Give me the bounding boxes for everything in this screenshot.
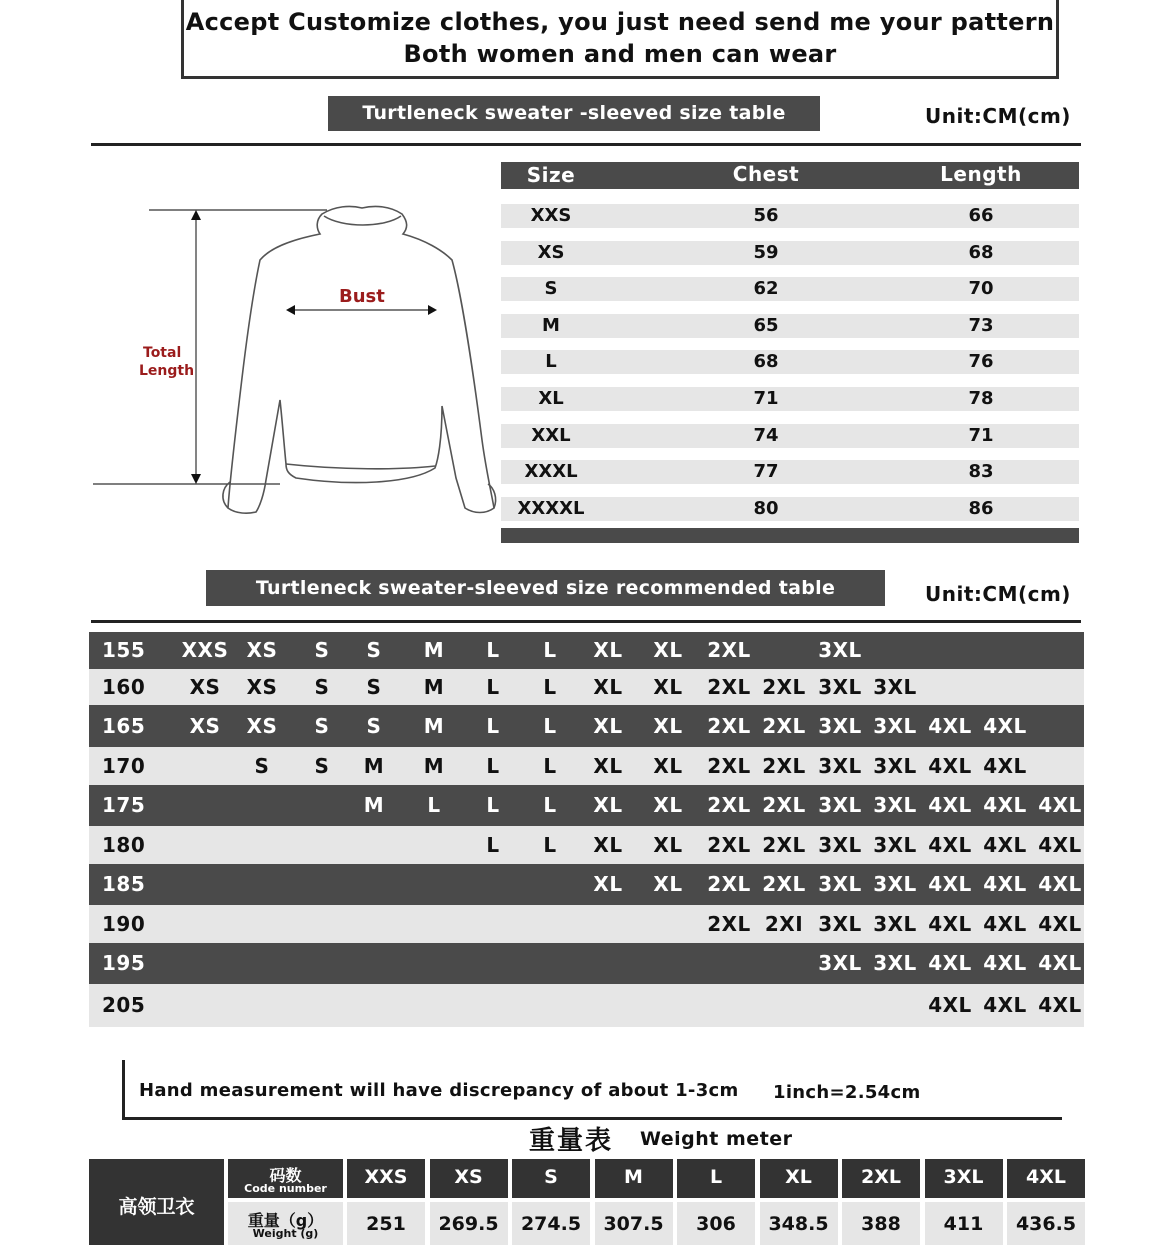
weight-value-cell [677,1202,755,1245]
size-cell: L [427,793,441,817]
weight-title-en: Weight meter [640,1128,793,1150]
weight-size-header [595,1159,673,1198]
header-line-2: Both women and men can wear [403,40,837,68]
size-cell: XL [593,714,623,738]
size-cell: 3XL [873,833,917,857]
header-line-1: Accept Customize clothes, you just need send me your pattern [185,8,1055,36]
size-cell: 4XL [928,872,972,896]
weight-table [89,1159,1084,1245]
weight-size-label: XL [785,1166,812,1188]
weight-value-cell [925,1202,1003,1245]
size-cell: XS [246,714,278,738]
size-table-row [501,424,1079,448]
height-cell: 160 [102,675,146,699]
bust-label: Bust [339,286,385,307]
height-cell: 155 [102,638,146,662]
size-cell: XXXXL [517,497,585,519]
size-cell: 4XL [928,714,972,738]
product-name-cell [89,1159,224,1245]
size-cell: 3XL [818,675,862,699]
size-table-row [501,460,1079,484]
size-cell: XL [593,833,623,857]
weight-value: 306 [696,1213,736,1235]
size-cell: 4XL [1038,951,1082,975]
total-length-label-1: Total [143,345,182,361]
weight-en: Weight (g) [252,1227,319,1240]
size-cell: XL [653,638,683,662]
size-table-header [501,162,1079,189]
header-banner [181,0,1059,79]
size-cell: XL [653,872,683,896]
divider [91,143,1081,146]
size-table-title: Turtleneck sweater -sleeved size table [328,96,820,131]
size-cell: S [314,754,330,778]
size-cell: 3XL [818,951,862,975]
recommend-row [89,905,1084,943]
size-cell: XXL [531,424,571,446]
size-cell: 4XL [928,912,972,936]
weight-value: 388 [861,1213,901,1235]
recommend-row [89,747,1084,785]
sweater-outline-icon [223,206,496,513]
chest-cell: 77 [753,461,779,483]
weight-size-label: 3XL [943,1166,984,1188]
size-cell: 4XL [983,993,1027,1017]
size-cell: 4XL [983,754,1027,778]
sweater-diagram [90,148,500,528]
size-cell: XL [538,388,564,409]
size-cell: XL [593,872,623,896]
chest-cell: 80 [753,497,779,519]
size-cell: 4XL [983,951,1027,975]
size-table-footer [501,528,1079,543]
size-cell: 4XL [1038,833,1082,857]
size-cell: 2XL [707,754,751,778]
weight-size-label: L [709,1166,723,1188]
size-cell: 2XL [707,872,751,896]
weight-size-label: 2XL [861,1166,901,1188]
size-cell: 2XL [707,833,751,857]
weight-title-cn: 重量表 [529,1126,614,1156]
weight-value: 411 [943,1213,984,1235]
size-cell: XL [653,793,683,817]
size-cell: 4XL [1038,793,1082,817]
size-cell: 3XL [818,714,862,738]
size-cell: 3XL [873,754,917,778]
weight-size-header [1007,1159,1085,1198]
size-cell: 3XL [818,754,862,778]
size-cell: 4XL [983,793,1027,817]
size-cell: S [314,714,330,738]
chest-cell: 71 [753,388,779,409]
size-cell: XS [189,714,221,738]
size-cell: 2XL [762,714,806,738]
size-cell: 4XL [1038,872,1082,896]
size-table-row [501,204,1079,228]
size-cell: L [486,793,500,817]
length-cell: 70 [968,278,994,300]
size-cell: 4XL [983,872,1027,896]
size-cell: XL [593,638,623,662]
size-cell: S [314,675,330,699]
size-cell: M [423,754,445,778]
size-cell: XS [246,675,278,699]
size-cell: 4XL [1038,993,1082,1017]
size-cell: S [544,278,558,300]
size-cell: S [366,675,382,699]
size-cell: XXS [530,205,572,226]
size-cell: 2XL [762,675,806,699]
length-cell: 86 [968,497,994,519]
weight-value: 274.5 [520,1213,582,1235]
weight-size-header [347,1159,425,1198]
weight-value-cell [842,1202,920,1245]
size-cell: M [423,638,445,662]
size-cell: 2XL [707,912,751,936]
size-cell: XL [653,754,683,778]
size-cell: 2XI [764,912,804,936]
size-cell: L [543,714,557,738]
bust-arrow-right-icon [428,305,437,315]
size-cell: M [363,793,385,817]
height-cell: 170 [102,754,146,778]
recommend-row [89,632,1084,669]
recommend-row [89,705,1084,747]
weight-size-label: S [544,1166,558,1188]
height-cell: 175 [102,793,146,817]
size-cell: L [543,675,557,699]
weight-value: 348.5 [768,1213,829,1235]
weight-header [228,1202,343,1245]
size-cell: 2XL [707,714,751,738]
size-cell: 2XL [762,793,806,817]
weight-size-header [925,1159,1003,1198]
size-cell: L [486,714,500,738]
length-cell: 71 [968,424,994,446]
size-cell: 4XL [983,912,1027,936]
height-cell: 195 [102,951,146,975]
product-name: 高领卫衣 [118,1196,195,1218]
size-cell: 4XL [1038,912,1082,936]
size-cell: L [486,638,500,662]
recommend-row [89,943,1084,984]
recommend-table-unit: Unit:CM(cm) [925,582,1071,606]
weight-value: 307.5 [603,1213,664,1235]
height-cell: 165 [102,714,146,738]
size-cell: XS [246,638,278,662]
size-table-row [501,497,1079,521]
weight-value-cell [760,1202,838,1245]
size-cell: 3XL [818,833,862,857]
size-cell: XL [593,754,623,778]
size-table-row [501,241,1079,265]
weight-size-header [512,1159,590,1198]
length-arrow-up-icon [191,210,201,220]
code-number-cn: 码数 [269,1166,302,1185]
size-table-row [501,277,1079,301]
length-cell: 76 [968,351,994,373]
chest-cell: 65 [753,314,779,336]
length-cell: 78 [968,388,994,409]
weight-size-header [760,1159,838,1198]
size-cell: S [254,754,270,778]
chest-cell: 62 [753,278,779,300]
weight-cn: 重量（g） [247,1211,324,1230]
size-cell: S [366,638,382,662]
weight-value: 269.5 [438,1213,499,1235]
weight-size-header [430,1159,508,1198]
code-number-header [228,1159,343,1198]
size-cell: 3XL [873,714,917,738]
code-number-en: Code number [244,1182,327,1195]
weight-size-label: 4XL [1026,1166,1066,1188]
height-cell: 205 [102,993,146,1017]
size-table-row [501,350,1079,374]
recommend-row [89,826,1084,864]
size-cell: 3XL [873,872,917,896]
size-cell: 3XL [818,638,862,662]
size-cell: XXS [181,638,229,662]
size-cell: M [542,314,560,336]
size-table-row [501,314,1079,338]
size-cell: XL [653,675,683,699]
weight-value-cell [595,1202,673,1245]
size-cell: 4XL [983,714,1027,738]
weight-value-cell [512,1202,590,1245]
measurement-note [122,1060,1062,1120]
length-cell: 66 [968,205,994,226]
size-cell: L [543,793,557,817]
recommend-row [89,984,1084,1027]
weight-size-header [677,1159,755,1198]
size-cell: L [486,833,500,857]
size-cell: XXXL [524,461,578,483]
header-length: Length [940,162,1022,186]
size-cell: L [545,351,557,373]
size-cell: 4XL [928,951,972,975]
size-cell: 4XL [928,754,972,778]
length-cell: 83 [968,461,994,483]
size-cell: M [423,675,445,699]
size-cell: 4XL [928,793,972,817]
weight-value-cell [430,1202,508,1245]
size-cell: 3XL [818,872,862,896]
size-cell: L [543,754,557,778]
weight-size-label: M [624,1166,643,1188]
size-cell: L [486,754,500,778]
chest-cell: 68 [753,351,779,373]
size-cell: XL [593,675,623,699]
size-cell: M [363,754,385,778]
size-cell: S [314,638,330,662]
weight-size-label: XS [454,1166,483,1188]
length-cell: 73 [968,314,994,336]
height-cell: 180 [102,833,146,857]
size-cell: XS [537,241,565,263]
size-cell: 2XL [762,872,806,896]
weight-value: 436.5 [1015,1213,1077,1235]
length-cell: 68 [968,241,994,263]
header-chest: Chest [732,162,800,186]
height-cell: 185 [102,872,146,896]
size-cell: L [486,675,500,699]
divider [91,620,1081,623]
size-cell: 3XL [873,912,917,936]
header-size: Size [526,163,576,187]
size-cell: 2XL [707,793,751,817]
size-cell: 4XL [928,833,972,857]
recommend-table-title: Turtleneck sweater-sleeved size recommended table [206,570,885,606]
size-cell: 2XL [762,833,806,857]
size-table-row [501,387,1079,411]
height-cell: 190 [102,912,146,936]
weight-size-header [842,1159,920,1198]
size-table-unit: Unit:CM(cm) [925,104,1071,128]
size-cell: XL [653,833,683,857]
size-cell: L [543,638,557,662]
size-cell: 3XL [818,912,862,936]
chest-cell: 56 [753,205,779,226]
inch-conversion: 1inch=2.54cm [773,1082,921,1103]
chest-cell: 74 [753,424,779,446]
size-cell: 3XL [873,675,917,699]
size-cell: 3XL [818,793,862,817]
discrepancy-note: Hand measurement will have discrepancy of about 1-3cm [139,1080,739,1101]
weight-value-cell [1007,1202,1085,1245]
size-cell: L [543,833,557,857]
total-length-label-2: Length [139,363,195,379]
size-cell: 3XL [873,951,917,975]
size-cell: 3XL [873,793,917,817]
recommend-table [89,632,1084,1027]
weight-value-cell [347,1202,425,1245]
recommend-row [89,785,1084,826]
size-cell: 2XL [762,754,806,778]
size-cell: 2XL [707,675,751,699]
size-cell: XS [189,675,221,699]
recommend-row [89,669,1084,705]
weight-value: 251 [366,1213,406,1235]
size-cell: S [366,714,382,738]
length-arrow-down-icon [191,474,201,484]
size-cell: 4XL [983,833,1027,857]
size-cell: 2XL [707,638,751,662]
recommend-row [89,864,1084,905]
size-cell: XL [653,714,683,738]
bust-arrow-left-icon [286,305,295,315]
size-cell: M [423,714,445,738]
size-cell: 4XL [928,993,972,1017]
weight-size-label: XXS [364,1166,408,1188]
size-cell: XL [593,793,623,817]
chest-cell: 59 [753,241,779,263]
